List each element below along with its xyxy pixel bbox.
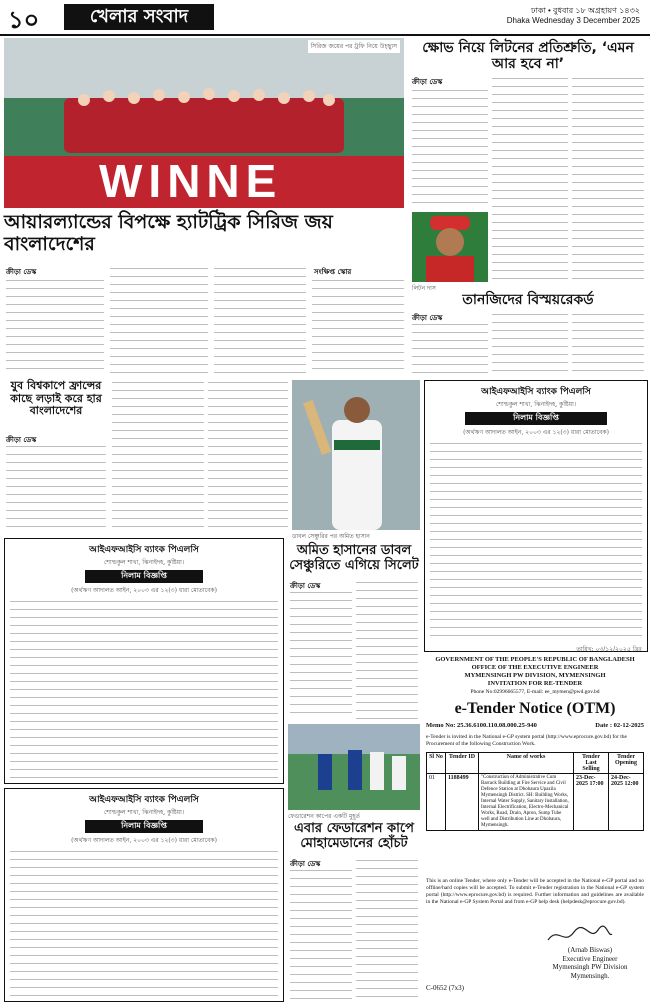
litton-body-col4: [492, 212, 568, 282]
france-body-col3: [208, 380, 288, 534]
etender-col-opening: Tender Opening: [609, 753, 644, 774]
etender-col-name: Name of works: [479, 753, 574, 774]
amit-body-col1: [290, 590, 352, 720]
litton-photo-caption: লিটন দাস: [412, 285, 436, 292]
ific-right-note: (অর্থঋণ আদালত আইন, ২০০৩ এর ১২(৩) ধারা মোতাবেক): [463, 429, 609, 436]
ific-left2-body: [10, 849, 278, 999]
france-headline: যুব বিশ্বকাপে ফ্রান্সের কাছে লড়াই করে হার বাংলাদেশের: [10, 379, 102, 418]
france-body-col2: [112, 380, 204, 534]
amit-photo-caption: ডাবল সেঞ্চুরির পর অমিত হাসান: [292, 533, 370, 540]
etender-note: This is an online Tender, where only e-Tender will be accepted in the National e-GP portal and no offline/hard copies will be accepted. To submit e-Tender registration in the National e-GP system portal (http://www.eprocure.gov.bd) is required. Further information and guidelines are available in the National e-GP System Portal and from e-GP help desk (helpdesk@eprocure.gov.bd).: [426, 878, 644, 905]
etender-signer: (Arnab Biswas): [567, 946, 613, 954]
ific-notice-right: [424, 380, 648, 652]
lead-body-col1: [6, 278, 104, 376]
ific-left2-bank-name: আইএফআইসি ব্যাংক পিএলসি: [5, 792, 283, 807]
etender-col-sl: Sl No: [427, 753, 446, 774]
section-title: খেলার সংবাদ: [64, 4, 214, 30]
federation-photo: [288, 724, 420, 810]
etender-gov-line1: GOVERNMENT OF THE PEOPLE'S REPUBLIC OF BANGLADESH: [435, 656, 635, 663]
etender-cell-opening: 24-Dec-2025 12:00: [609, 774, 644, 831]
ific-left1-bank-name: আইএফআইসি ব্যাংক পিএলসি: [5, 542, 283, 557]
litton-photo: [412, 212, 488, 282]
ific-left1-note: (অর্থঋণ আদালত আইন, ২০০৩ এর ১২(৩) ধারা মোতাবেক): [71, 587, 217, 594]
ific-left1-body: [10, 599, 278, 779]
tanjid-body-col2: [492, 312, 568, 376]
dateline-english: Dhaka Wednesday 3 December 2025: [506, 16, 640, 25]
lead-photo-caption: সিরিজ জয়ের পর ট্রফি নিয়ে উচ্ছ্বাস: [308, 40, 400, 53]
etender-table-header: [427, 753, 644, 774]
amit-body-col2: [356, 580, 418, 720]
ific-notice-left-2: [4, 788, 284, 1002]
etender-title: e-Tender Notice (OTM): [454, 700, 616, 717]
table-row: [427, 774, 644, 831]
federation-body-col2: [356, 858, 418, 1000]
batsman-celebration-image: [292, 380, 420, 530]
dateline: [507, 6, 640, 26]
lead-body-col4: [312, 278, 404, 376]
ific-right-bank-name: আইএফআইসি ব্যাংক পিএলসি: [425, 384, 647, 399]
etender-designation1: Executive Engineer: [562, 954, 618, 963]
federation-body-col1: [290, 868, 352, 1000]
ific-notice-left-1: [4, 538, 284, 784]
etender-cell-sl: 01: [427, 774, 446, 831]
litton-body-col1: [412, 88, 488, 208]
lead-photo: [4, 38, 404, 208]
etender-col-id: Tender ID: [446, 753, 479, 774]
lead-headline: আয়ারল্যান্ডের বিপক্ষে হ্যাটট্রিক সিরিজ জয় বাংলাদেশের: [4, 211, 333, 255]
etender-cell-selling: 23-Dec-2025 17:00: [574, 774, 609, 831]
litton-byline: ক্রীড়া ডেস্ক: [412, 77, 443, 86]
etender-gov-line3: MYMENSINGH PW DIVISION, MYMENSINGH: [464, 672, 606, 679]
tanjid-body-col1: [412, 322, 488, 376]
litton-body-col3: [572, 76, 644, 176]
ific-left2-title: নিলাম বিজ্ঞপ্তি: [85, 820, 203, 833]
ific-left2-branch: শোল্ডকুল শাখা, ঝিনাইদহ, কুষ্টিয়া।: [104, 809, 184, 816]
tanjid-byline: ক্রীড়া ডেস্ক: [412, 313, 443, 322]
etender-memo: Memo No: 25.36.6100.110.08.000.25-940: [426, 722, 537, 729]
lead-body-col2: [110, 266, 208, 376]
etender-intro: e-Tender is invited in the National e-GP system portal (http://www.eprocure.gov.bd) for the Procurement of the following Construction Work.: [426, 734, 627, 747]
amit-headline: অমিত হাসানের ডাবল সেঞ্চুরিতে এগিয়ে সিলেট: [289, 543, 419, 573]
lead-body-col3: [214, 266, 306, 376]
ific-left2-note: (অর্থঋণ আদালত আইন, ২০০৩ এর ১২(৩) ধারা মোতাবেক): [71, 837, 217, 844]
federation-headline: এবার ফেডারেশন কাপে মোহামেডানের হোঁচট: [294, 821, 414, 851]
lead-stat-heading: সংক্ষিপ্ত স্কোর: [314, 267, 352, 276]
ific-left1-branch: শোল্ডকুল শাখা, ঝিনাইদহ, কুষ্টিয়া।: [104, 559, 184, 566]
ific-right-footer: তারিখ: ০৩/১২/২০২৫ খ্রিঃ: [576, 646, 642, 653]
ific-right-body: [430, 441, 642, 641]
france-body-col1: [6, 444, 106, 534]
etender-signature-block: [534, 946, 646, 980]
etender-phone: Phone No:02996665577, E-mail: ee_mymen@pwd.gov.bd: [470, 689, 600, 695]
federation-byline: ক্রীড়া ডেস্ক: [290, 859, 321, 868]
litton-portrait-image: [412, 212, 488, 282]
page-number: ১০: [8, 6, 40, 34]
litton-headline: ক্ষোভ নিয়ে লিটনের প্রতিশ্রুতি, ‘এমন আর হবে না’: [422, 40, 634, 73]
etender-designation3: Mymensingh.: [570, 971, 610, 980]
etender-cell-work: "Construction of Administrative Cum Barrack Building at Fire Service and Civil Defence Station at Dhobaura Upazila Mymensingh District. SH: Building Works, Internal Water Supply, Sanitary Installation, Internal Electrification, Electro-Mechanical Works, Road, Drain, Apron, Sump Tube well and Distribution Line at Dhobaura, Mymensingh.: [479, 774, 574, 831]
litton-body-col2: [492, 76, 568, 208]
tanjid-body-col3: [572, 312, 644, 376]
etender-ad-code: C-0652 (7x3): [426, 984, 464, 992]
ific-right-title: নিলাম বিজ্ঞপ্তি: [465, 412, 607, 425]
etender-gov-line2: OFFICE OF THE EXECUTIVE ENGINEER: [471, 664, 599, 671]
etender-table: [426, 752, 644, 831]
amit-byline: ক্রীড়া ডেস্ক: [290, 581, 321, 590]
federation-photo-caption: ফেডারেশন কাপের একটি মুহূর্ত: [288, 813, 360, 820]
etender-cell-id: 1188499: [446, 774, 479, 831]
lead-byline: ক্রীড়া ডেস্ক: [6, 267, 37, 276]
masthead-rule: [0, 34, 650, 36]
france-byline: ক্রীড়া ডেস্ক: [6, 435, 37, 444]
tanjid-headline: তানজিদের বিস্ময়রেকর্ড: [462, 292, 594, 308]
ific-right-branch: শোল্ডকুল শাখা, ঝিনাইদহ, কুষ্টিয়া।: [496, 401, 576, 408]
dateline-bangla: ঢাকা • বুধবার ১৮ অগ্রহায়ণ ১৪৩২: [531, 6, 640, 15]
litton-body-col5: [572, 180, 644, 282]
etender-col-selling: Tender Last Selling: [574, 753, 609, 774]
etender-notice: [424, 656, 646, 1000]
etender-designation2: Mymensingh PW Division: [552, 963, 628, 971]
football-match-image: [288, 724, 420, 810]
etender-date: Date : 02-12-2025: [595, 722, 644, 729]
etender-gov-line4: INVITATION FOR RE-TENDER: [487, 680, 583, 687]
amit-photo: [292, 380, 420, 530]
gov-emblem: [424, 656, 646, 696]
signature-image: [544, 924, 614, 946]
ific-left1-title: নিলাম বিজ্ঞপ্তি: [85, 570, 203, 583]
winner-banner-text: WINNE: [99, 155, 283, 207]
